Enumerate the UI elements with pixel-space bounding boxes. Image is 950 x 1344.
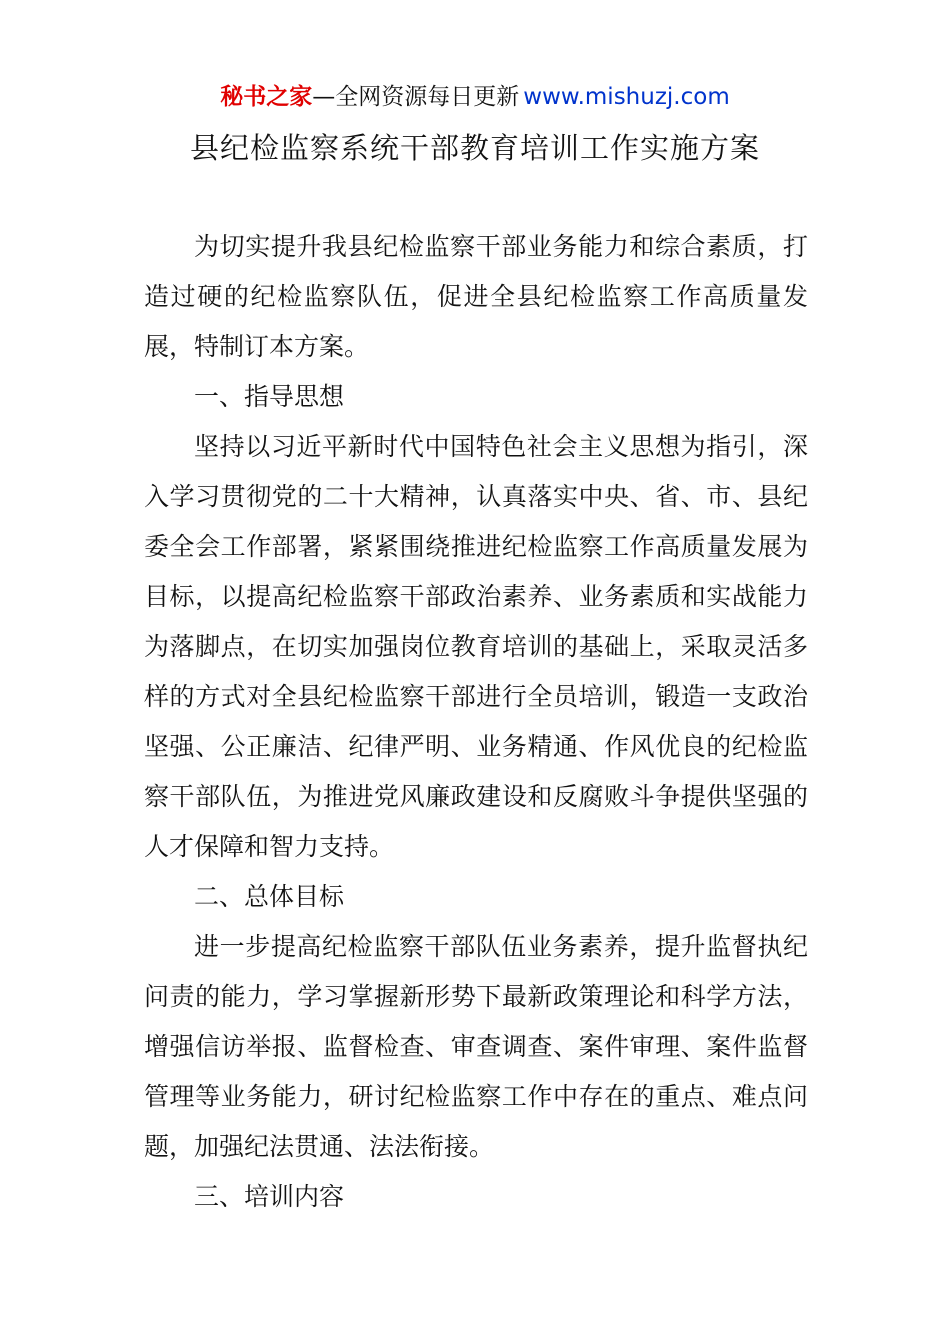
site-header [0,80,950,114]
section-heading-guiding-ideology: 一、指导思想 [194,382,345,411]
guiding-ideology-paragraph: 坚持以习近平新时代中国特色社会主义思想为指引，深入学习贯彻党的二十大精神，认真落实中央、省、市、县纪委全会工作部署，紧紧围绕推进纪检监察工作高质量发展为目标，以提高纪检监察干部政治素养、业务素质和实战能力为落脚点，在切实加强岗位教育培训的基础上，采取灵活多样的方式对全县纪检监察干部进行全员培训，锻造一支政治坚强、公正廉洁、纪律严明、业务精通、作风优良的纪检监察干部队伍，为推进党风廉政建设和反腐败斗争提供坚强的人才保障和智力支持。 [144,432,808,861]
section-heading-overall-goal: 二、总体目标 [194,882,345,911]
site-url-link[interactable]: www.mishuzj.com [523,84,730,110]
document-body [144,222,808,1222]
section-heading-training-content: 三、培训内容 [194,1182,345,1211]
intro-paragraph: 为切实提升我县纪检监察干部业务能力和综合素质，打造过硬的纪检监察队伍，促进全县纪检监察工作高质量发展，特制订本方案。 [144,232,808,361]
site-name: 秘书之家 [220,84,313,110]
overall-goal-paragraph: 进一步提高纪检监察干部队伍业务素养，提升监督执纪问责的能力，学习掌握新形势下最新政策理论和科学方法，增强信访举报、监督检查、审查调查、案件审理、案件监督管理等业务能力，研讨纪检监察工作中存在的重点、难点问题，加强纪法贯通、法法衔接。 [144,932,808,1161]
document-title: 县纪检监察系统干部教育培训工作实施方案 [189,131,760,165]
site-tagline: —全网资源每日更新 [312,84,520,110]
